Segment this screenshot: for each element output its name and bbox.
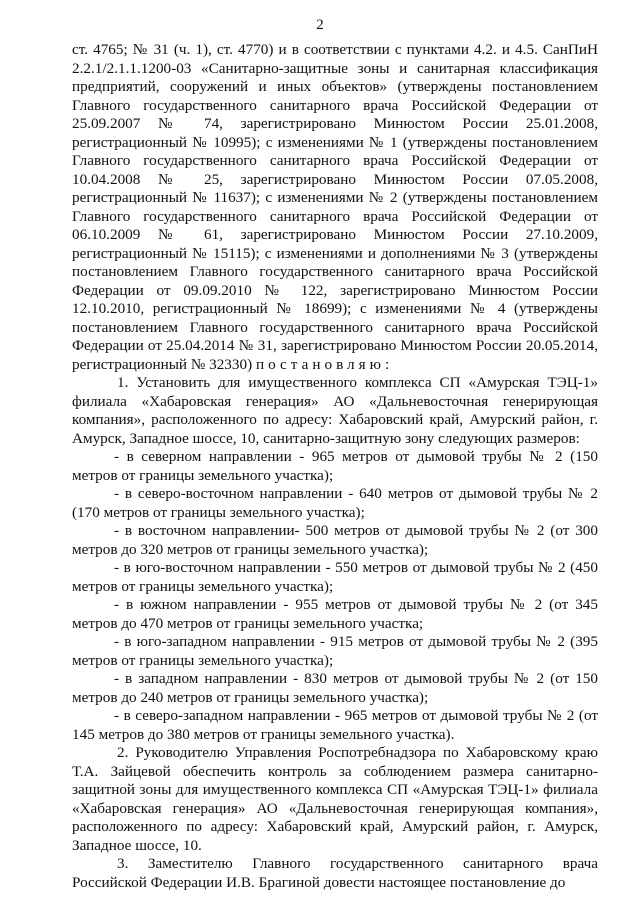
preamble-paragraph	[72, 41, 598, 374]
decree-word: постановляю:	[255, 355, 394, 373]
zone-item-north: - в северном направлении - 965 метров от дымовой трубы № 2 (150 метров от границы земельного участка);	[72, 448, 598, 484]
zone-item-northeast: - в северо-восточном направлении - 640 метров от дымовой трубы № 2 (170 метров от границы земельного участка);	[72, 485, 598, 521]
paragraph-3: 3. Заместителю Главного государственного санитарного врача Российской Федерации И.В. Брагиной довести настоящее постановление до	[72, 855, 598, 891]
paragraph-1: 1. Установить для имущественного комплекса СП «Амурская ТЭЦ-1» филиала «Хабаровская генерация» АО «Дальневосточная генерирующая компания», расположенного по адресу: Хабаровский край, Амурский район, г. Амурск, Западное шоссе, 10, санитарно-защитную зону следующих размеров:	[72, 374, 598, 447]
paragraph-2: 2. Руководителю Управления Роспотребнадзора по Хабаровскому краю Т.А. Зайцевой обеспечить контроль за соблюдением размера санитарно-защитной зоны для имущественного комплекса СП «Амурская ТЭЦ-1» филиала «Хабаровская генерация» АО «Дальневосточная генерирующая компания», расположенного по адресу: Хабаровский край, Амурский район, г. Амурск, Западное шоссе, 10.	[72, 744, 598, 854]
zone-item-northwest: - в северо-западном направлении - 965 метров от дымовой трубы № 2 (от 145 метров до 380 метров от границы земельного участка).	[72, 707, 598, 743]
document-body	[72, 41, 598, 892]
page-number: 2	[316, 17, 324, 33]
zone-item-south: - в южном направлении - 955 метров от дымовой трубы № 2 (от 345 метров до 470 метров от границы земельного участка;	[72, 596, 598, 632]
preamble-text: ст. 4765; № 31 (ч. 1), ст. 4770) и в соответствии с пунктами 4.2. и 4.5. СанПиН 2.2.1/2.1.1.1200-03 «Санитарно-защитные зоны и санитарная классификация предприятий, сооружений и иных объектов» (утверждены постановлением Главного государственного санитарного врача Российской Федерации от 25.09.2007 № 74, зарегистрировано Минюстом России 25.01.2008, регистрационный № 10995); с изменениями № 1 (утверждены постановлением Главного государственного санитарного врача Российской Федерации от 10.04.2008 № 25, зарегистрировано Минюстом России 07.05.2008, регистрационный № 11637); с изменениями № 2 (утверждены постановлением Главного государственного санитарного врача Российской Федерации от 06.10.2009 № 61, зарегистрировано Минюстом России 27.10.2009, регистрационный № 15115); с изменениями и дополнениями № 3 (утверждены постановлением Главного государственного санитарного врача Российской Федерации от 09.09.2010 № 122, зарегистрировано Минюстом России 12.10.2010, регистрационный № 18699); с изменениями № 4 (утверждены постановлением Главного государственного санитарного врача Российской Федерации от 25.04.2014 № 31, зарегистрировано Минюстом России 20.05.2014, регистрационный № 32330)	[72, 41, 598, 373]
zone-item-southwest: - в юго-западном направлении - 915 метров от дымовой трубы № 2 (395 метров от границы земельного участка);	[72, 633, 598, 669]
zone-item-southeast: - в юго-восточном направлении - 550 метров от дымовой трубы № 2 (450 метров от границы земельного участка);	[72, 559, 598, 595]
zone-item-east: - в восточном направлении- 500 метров от дымовой трубы № 2 (от 300 метров до 320 метров от границы земельного участка);	[72, 522, 598, 558]
zone-item-west: - в западном направлении - 830 метров от дымовой трубы № 2 (от 150 метров до 240 метров от границы земельного участка);	[72, 670, 598, 706]
